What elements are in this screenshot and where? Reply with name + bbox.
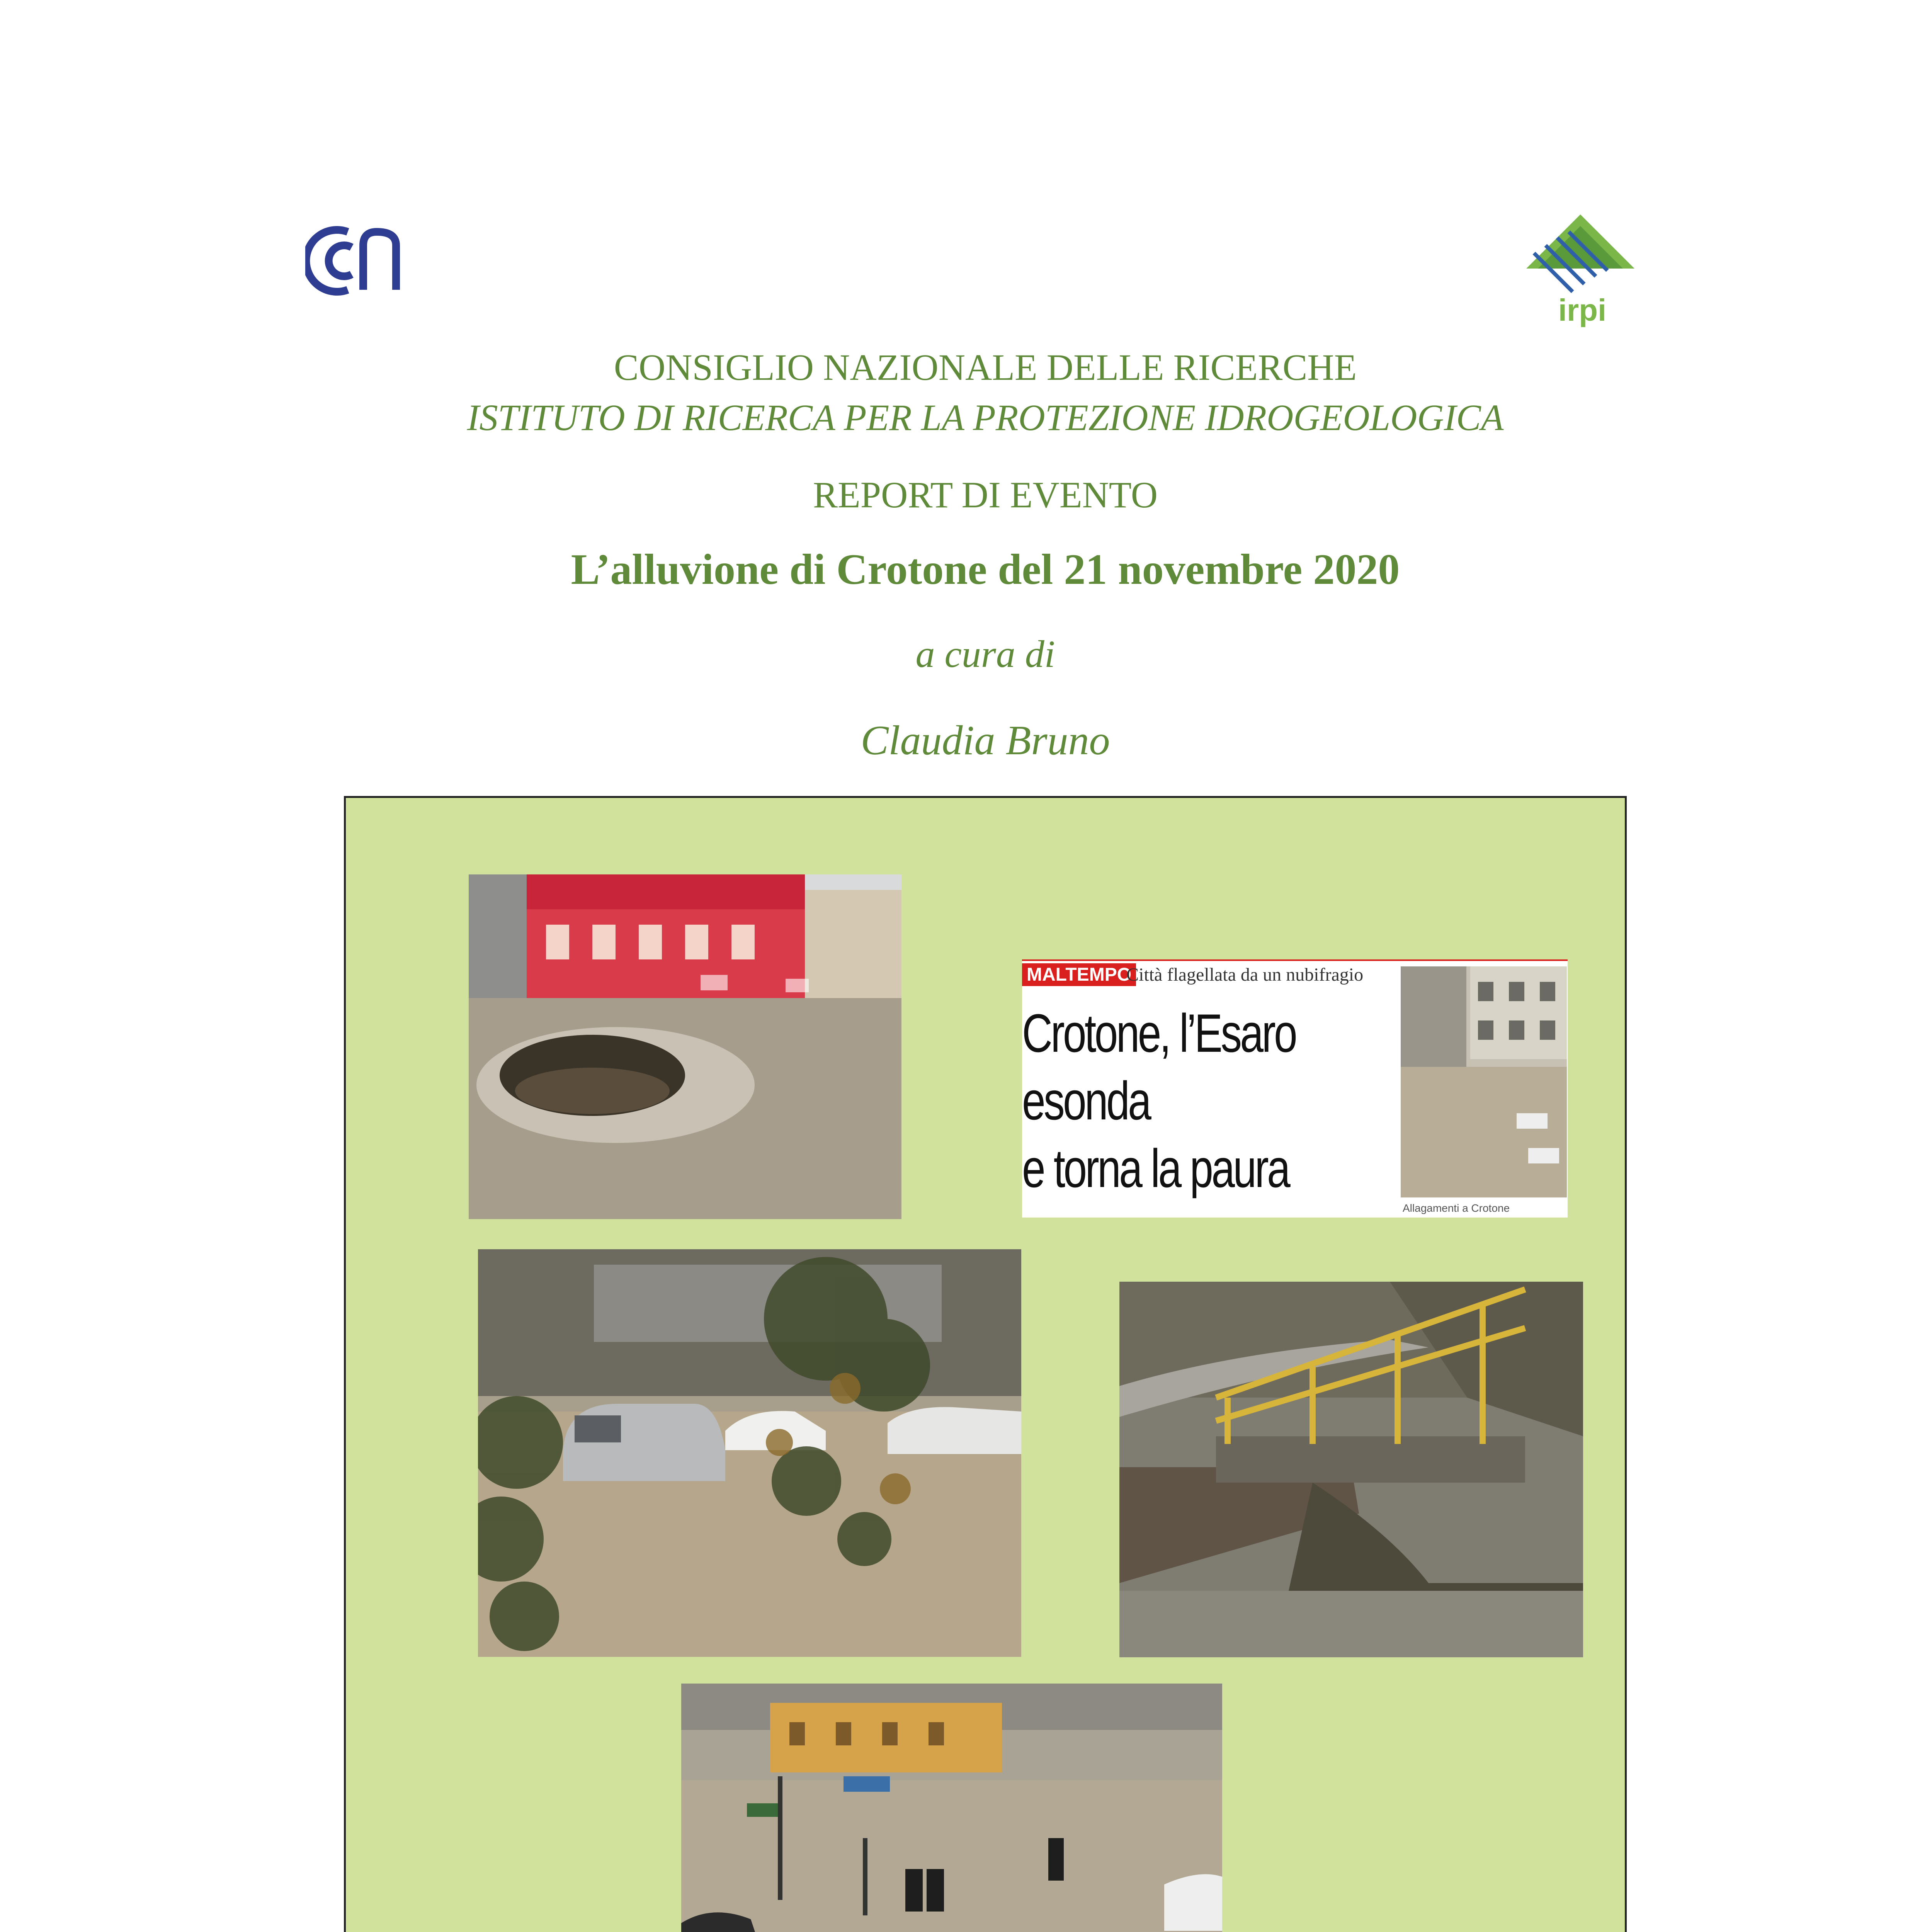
rescue-photo [681,1684,1222,1932]
flooded-cars-photo [478,1249,1021,1657]
photo-collage-panel [344,796,1627,1932]
news-headline-line: esonda [1022,1070,1150,1131]
institute-name: CONSIGLIO NAZIONALE DELLE RICERCHE [614,347,1357,388]
irpi-logo [1519,211,1642,330]
irpi-logo-text: irpi [1558,293,1607,327]
news-tag: MALTEMPO [1022,963,1136,986]
news-clipping [1022,959,1568,1218]
institute-subname: ISTITUTO DI RICERCA PER LA PROTEZIONE IDROGEOLOGICA [467,397,1504,438]
report-title: L’alluvione di Crotone del 21 novembre 2020 [571,546,1400,594]
news-headline-line: e torna la paura [1022,1138,1289,1199]
news-headline-line: Crotone, l’Esaro [1022,1003,1296,1063]
curated-by-label: a cura di [915,633,1055,675]
sinkhole-photo [469,874,901,1219]
author-name: Claudia Bruno [861,718,1110,764]
flooded-street-photo [1401,966,1567,1197]
report-type: REPORT DI EVENTO [813,474,1158,515]
news-caption: Allagamenti a Crotone [1403,1202,1510,1214]
cnr-logo [305,222,406,299]
damaged-bridge-photo [1119,1282,1583,1657]
news-kicker: Città flagellata da un nubifragio [1126,964,1364,985]
news-rule [1022,959,1568,961]
